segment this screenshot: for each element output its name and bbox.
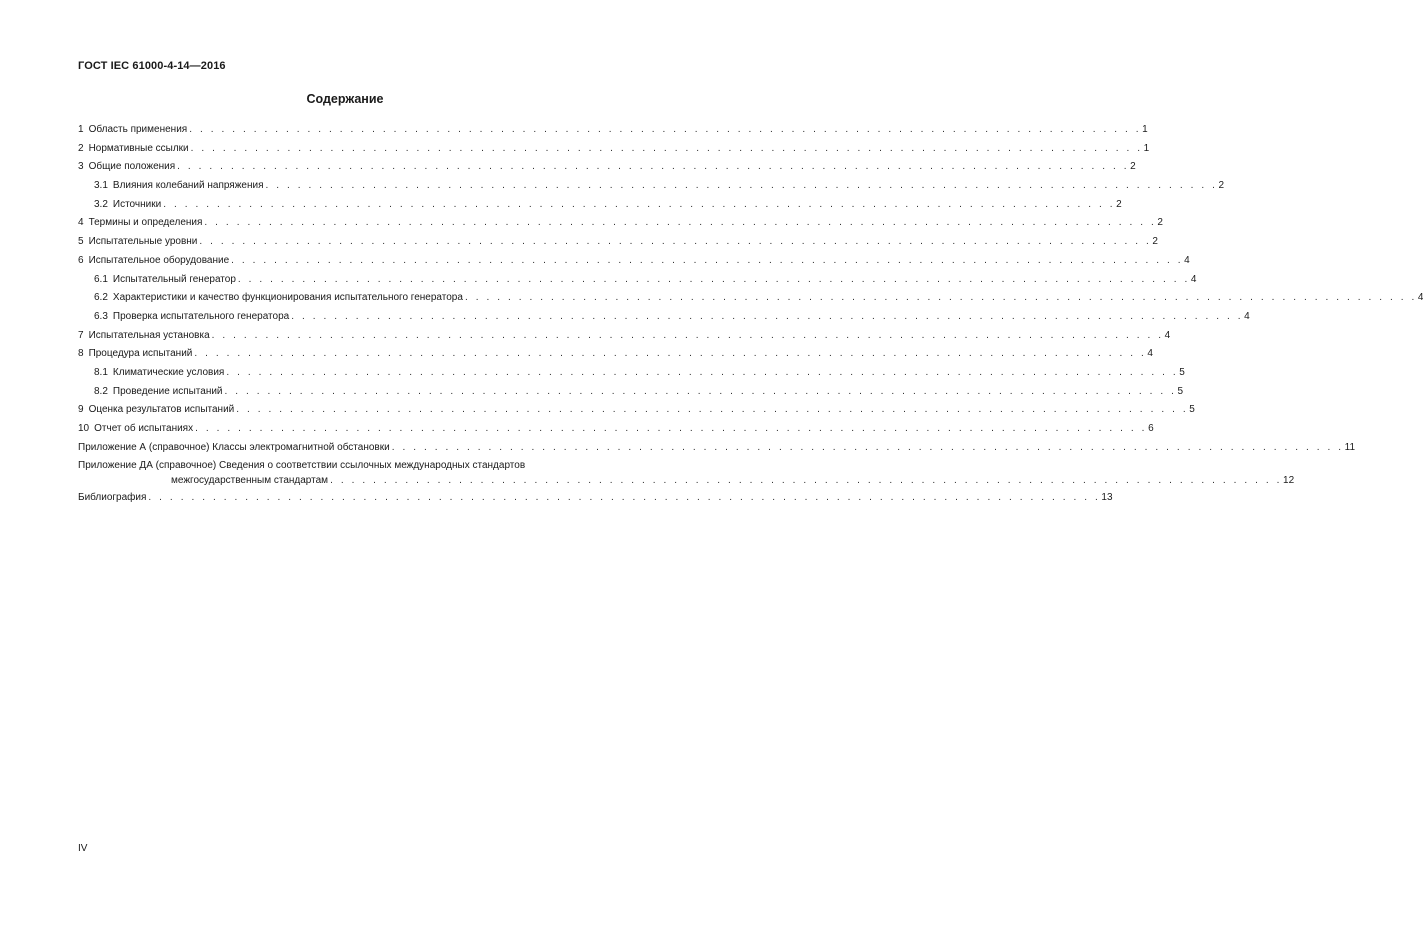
toc-entry-title: Испытательные уровни	[88, 236, 198, 248]
toc-entry-title: Общие положения	[88, 161, 176, 173]
toc-entry-title: Проведение испытаний	[112, 385, 223, 397]
toc-entry-title: Источники	[112, 198, 162, 210]
toc-entry-number: 2	[78, 142, 84, 154]
toc-entry-title: Библиография	[78, 492, 147, 504]
toc-entry-page: 2	[1157, 217, 1163, 229]
toc-entry-title: Нормативные ссылки	[88, 142, 189, 154]
toc-entry-number: 5	[78, 236, 84, 248]
toc-entry-title: Оценка результатов испытаний	[88, 404, 235, 416]
toc-entry[interactable]	[78, 383, 1184, 402]
dot-leader: . . . . . . . . . . . . . . . . . . . . . . . . . . . . . . . . . . . . . . . . . . . . . . . . . . . . . . . . . . . . . . . . . . . . . . . . . . . . . . . . . . . . . . . . .	[194, 348, 1147, 360]
toc-entry-title: Отчет об испытаниях	[94, 423, 194, 434]
toc-entry[interactable]	[78, 457, 1295, 489]
toc-entry-page: 2	[1152, 236, 1158, 248]
toc-entry-page: 2	[1218, 180, 1225, 192]
toc-entry[interactable]	[78, 289, 1423, 308]
toc-entry-title: Область применения	[88, 124, 188, 135]
toc-entry-page: 2	[1130, 161, 1136, 173]
toc-entry-page: 4	[1417, 292, 1423, 304]
toc-entry[interactable]	[78, 177, 1225, 196]
dot-leader: . . . . . . . . . . . . . . . . . . . . . . . . . . . . . . . . . . . . . . . . . . . . . . . . . . . . . . . . . . . . . . . . . . . . . . . . . . . . . . . . . . . . . . . . .	[199, 236, 1152, 248]
table-of-contents	[78, 121, 1423, 508]
toc-entry-number: 1	[78, 124, 84, 135]
toc-entry[interactable]	[78, 364, 1185, 383]
toc-entry[interactable]	[78, 252, 1190, 271]
dot-leader: . . . . . . . . . . . . . . . . . . . . . . . . . . . . . . . . . . . . . . . . . . . . . . . . . . . . . . . . . . . . . . . . . . . . . . . . . . . . . . . . . . . . . . . . .	[330, 475, 1283, 487]
dot-leader: . . . . . . . . . . . . . . . . . . . . . . . . . . . . . . . . . . . . . . . . . . . . . . . . . . . . . . . . . . . . . . . . . . . . . . . . . . . . . . . . . . . . . . . . .	[391, 441, 1344, 453]
dot-leader: . . . . . . . . . . . . . . . . . . . . . . . . . . . . . . . . . . . . . . . . . . . . . . . . . . . . . . . . . . . . . . . . . . . . . . . . . . . . . . . . . . . . . . . . .	[224, 385, 1177, 397]
dot-leader: . . . . . . . . . . . . . . . . . . . . . . . . . . . . . . . . . . . . . . . . . . . . . . . . . . . . . . . . . . . . . . . . . . . . . . . . . . . . . . . . . . . . . . . . .	[195, 423, 1148, 434]
toc-entry-title: Влияния колебаний напряжения	[112, 180, 264, 192]
toc-entry-number: 3	[78, 161, 84, 173]
toc-entry-title: Приложение ДА (справочное) Сведения о соответствии ссылочных международных стандартов	[78, 460, 526, 472]
toc-entry[interactable]	[78, 345, 1153, 364]
dot-leader: . . . . . . . . . . . . . . . . . . . . . . . . . . . . . . . . . . . . . . . . . . . . . . . . . . . . . . . . . . . . . . . . . . . . . . . . . . . . . . . . . . . . . . . . .	[265, 180, 1218, 192]
toc-entry-number: 6.1	[94, 273, 108, 285]
toc-entry-page: 4	[1147, 348, 1153, 360]
toc-entry-page: 1	[1142, 124, 1148, 135]
dot-leader: . . . . . . . . . . . . . . . . . . . . . . . . . . . . . . . . . . . . . . . . . . . . . . . . . . . . . . . . . . . . . . . . . . . . . . . . . . . . . . . . . . . . . . . . .	[189, 124, 1142, 135]
toc-entry[interactable]	[78, 489, 1113, 508]
toc-entry-number: 10	[78, 423, 90, 434]
toc-entry-number: 6.3	[94, 310, 108, 322]
toc-title: Содержание	[306, 92, 384, 106]
toc-entry[interactable]	[78, 271, 1197, 290]
dot-leader: . . . . . . . . . . . . . . . . . . . . . . . . . . . . . . . . . . . . . . . . . . . . . . . . . . . . . . . . . . . . . . . . . . . . . . . . . . . . . . . . . . . . . . . . .	[237, 273, 1190, 285]
toc-entry-number: 8.1	[94, 366, 108, 378]
toc-entry[interactable]	[78, 140, 1150, 159]
standard-code: ГОСТ IEC 61000-4-14—2016	[78, 60, 226, 72]
dot-leader: . . . . . . . . . . . . . . . . . . . . . . . . . . . . . . . . . . . . . . . . . . . . . . . . . . . . . . . . . . . . . . . . . . . . . . . . . . . . . . . . . . . . . . . . .	[236, 404, 1189, 416]
toc-entry-page: 4	[1190, 273, 1197, 285]
toc-entry[interactable]	[78, 196, 1122, 215]
toc-entry-page: 12	[1283, 475, 1295, 487]
toc-entry-page: 2	[1116, 198, 1122, 210]
dot-leader: . . . . . . . . . . . . . . . . . . . . . . . . . . . . . . . . . . . . . . . . . . . . . . . . . . . . . . . . . . . . . . . . . . . . . . . . . . . . . . . . . . . . . . . . .	[148, 492, 1101, 504]
toc-entry-title: межгосударственным стандартам	[171, 475, 329, 487]
toc-entry[interactable]	[78, 439, 1356, 458]
toc-entry-title: Термины и определения	[88, 217, 203, 229]
toc-entry-title: Испытательное оборудование	[88, 254, 230, 266]
toc-entry-title: Проверка испытательного генератора	[112, 310, 290, 322]
dot-leader: . . . . . . . . . . . . . . . . . . . . . . . . . . . . . . . . . . . . . . . . . . . . . . . . . . . . . . . . . . . . . . . . . . . . . . . . . . . . . . . . . . . . . . . . .	[177, 161, 1130, 173]
toc-entry-number: 8.2	[94, 385, 108, 397]
dot-leader: . . . . . . . . . . . . . . . . . . . . . . . . . . . . . . . . . . . . . . . . . . . . . . . . . . . . . . . . . . . . . . . . . . . . . . . . . . . . . . . . . . . . . . . . .	[464, 292, 1417, 304]
toc-entry[interactable]	[78, 214, 1163, 233]
toc-entry[interactable]	[78, 121, 1148, 140]
toc-entry-number: 3.1	[94, 180, 108, 192]
toc-entry-page: 6	[1148, 423, 1154, 434]
toc-entry-page: 4	[1184, 254, 1190, 266]
dot-leader: . . . . . . . . . . . . . . . . . . . . . . . . . . . . . . . . . . . . . . . . . . . . . . . . . . . . . . . . . . . . . . . . . . . . . . . . . . . . . . . . . . . . . . . . .	[231, 254, 1184, 266]
toc-entry-page: 5	[1179, 366, 1185, 378]
toc-entry-number: 6	[78, 254, 84, 266]
toc-entry-page: 13	[1101, 492, 1113, 504]
dot-leader: . . . . . . . . . . . . . . . . . . . . . . . . . . . . . . . . . . . . . . . . . . . . . . . . . . . . . . . . . . . . . . . . . . . . . . . . . . . . . . . . . . . . . . . . .	[204, 217, 1157, 229]
toc-entry-page: 11	[1344, 441, 1356, 453]
toc-entry-number: 4	[78, 217, 84, 229]
toc-entry-number: 8	[78, 348, 84, 360]
toc-entry-title: Приложение А (справочное) Классы электромагнитной обстановки	[78, 441, 390, 453]
toc-entry-page: 5	[1177, 385, 1184, 397]
toc-entry[interactable]	[78, 327, 1171, 346]
toc-entry-page: 4	[1244, 310, 1250, 322]
toc-entry[interactable]	[78, 158, 1136, 177]
toc-entry-title: Процедура испытаний	[88, 348, 193, 360]
toc-entry[interactable]	[78, 308, 1250, 327]
dot-leader: . . . . . . . . . . . . . . . . . . . . . . . . . . . . . . . . . . . . . . . . . . . . . . . . . . . . . . . . . . . . . . . . . . . . . . . . . . . . . . . . . . . . . . . . .	[190, 142, 1143, 154]
toc-entry-title: Климатические условия	[112, 366, 225, 378]
toc-entry-number: 7	[78, 329, 84, 341]
toc-entry-title: Испытательный генератор	[112, 273, 236, 285]
toc-entry-title: Испытательная установка	[88, 329, 210, 341]
toc-entry[interactable]	[78, 420, 1154, 439]
toc-entry-page: 1	[1143, 142, 1150, 154]
dot-leader: . . . . . . . . . . . . . . . . . . . . . . . . . . . . . . . . . . . . . . . . . . . . . . . . . . . . . . . . . . . . . . . . . . . . . . . . . . . . . . . . . . . . . . . . .	[226, 366, 1179, 378]
page-number: IV	[78, 843, 88, 854]
toc-entry-page: 4	[1164, 329, 1171, 341]
dot-leader: . . . . . . . . . . . . . . . . . . . . . . . . . . . . . . . . . . . . . . . . . . . . . . . . . . . . . . . . . . . . . . . . . . . . . . . . . . . . . . . . . . . . . . . . .	[211, 329, 1164, 341]
toc-entry-number: 6.2	[94, 292, 108, 304]
dot-leader: . . . . . . . . . . . . . . . . . . . . . . . . . . . . . . . . . . . . . . . . . . . . . . . . . . . . . . . . . . . . . . . . . . . . . . . . . . . . . . . . . . . . . . . . .	[291, 310, 1244, 322]
toc-entry[interactable]	[78, 233, 1158, 252]
toc-entry-number: 3.2	[94, 198, 108, 210]
toc-entry-title: Характеристики и качество функционирования испытательного генератора	[112, 292, 463, 304]
dot-leader: . . . . . . . . . . . . . . . . . . . . . . . . . . . . . . . . . . . . . . . . . . . . . . . . . . . . . . . . . . . . . . . . . . . . . . . . . . . . . . . . . . . . . . . . .	[163, 198, 1116, 210]
toc-entry[interactable]	[78, 401, 1195, 420]
toc-entry-number: 9	[78, 404, 84, 416]
toc-entry-page: 5	[1189, 404, 1195, 416]
